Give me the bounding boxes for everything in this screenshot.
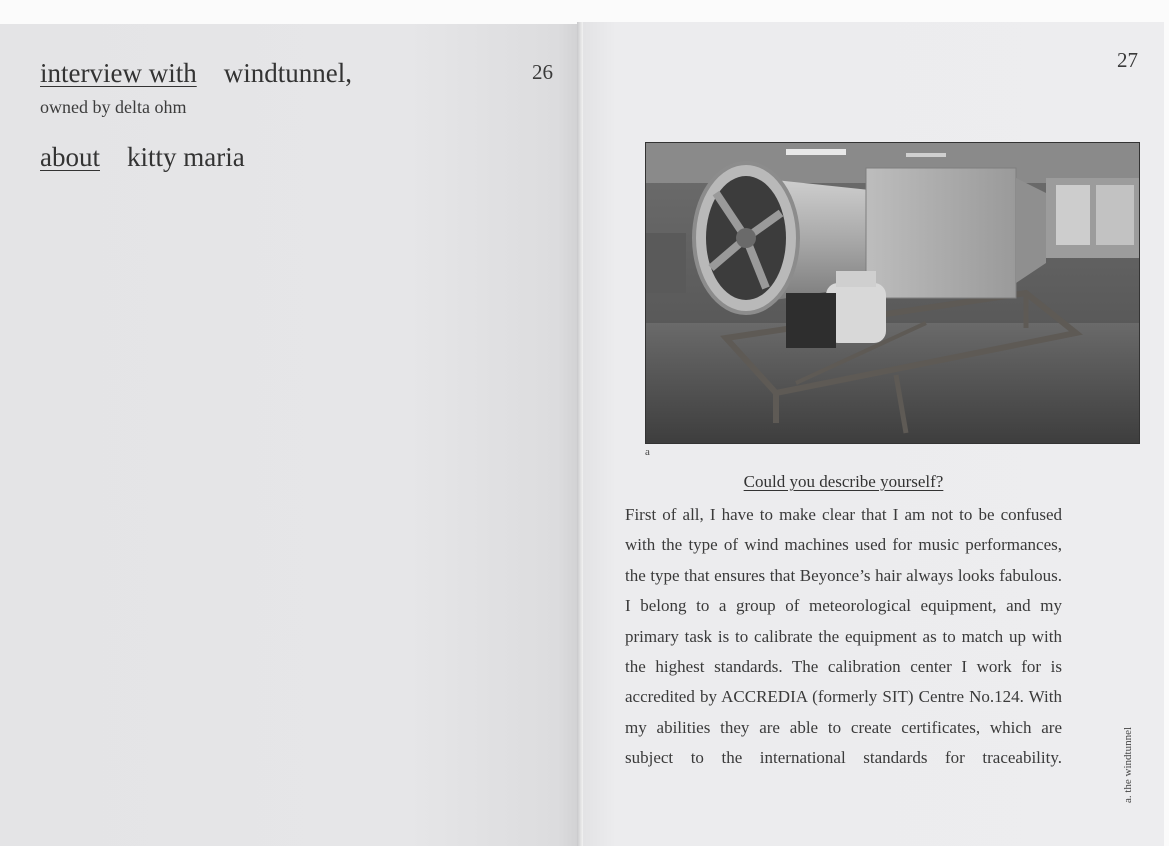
- title-subtitle: owned by delta ohm: [40, 97, 187, 117]
- figure-side-caption: [1119, 720, 1137, 810]
- interview-answer: First of all, I have to make clear that I am not to be confused with the type of wind machines used for music performances, the type that ensures that Beyonce’s hair always looks fabulous. I belong to a group of meteorological equipment, and my primary task is to calibrate the equipment as to match up with the highest standards. The calibration center I work for is accredited by ACCREDIA (formerly SIT) Centre No.124. With my abilities they are able to create certificates, which are subject to the international standards for traceability.: [625, 505, 1062, 768]
- title-subject: windtunnel,: [223, 58, 352, 88]
- interview-title: [40, 58, 352, 89]
- side-caption-text: a. the windtunnel: [1122, 726, 1134, 804]
- windtunnel-illustration: [646, 143, 1140, 444]
- about-prefix: about: [40, 142, 100, 172]
- interview-question: Could you describe yourself?: [743, 472, 944, 491]
- figure-marker: a: [645, 446, 650, 458]
- page-gutter: [577, 22, 583, 846]
- title-prefix: interview with: [40, 58, 197, 88]
- about-subject: kitty maria: [127, 142, 245, 172]
- page-number-left: 26: [532, 60, 553, 84]
- page-number-right: 27: [1117, 48, 1138, 72]
- windtunnel-photo: [645, 142, 1140, 444]
- about-line: [40, 142, 245, 173]
